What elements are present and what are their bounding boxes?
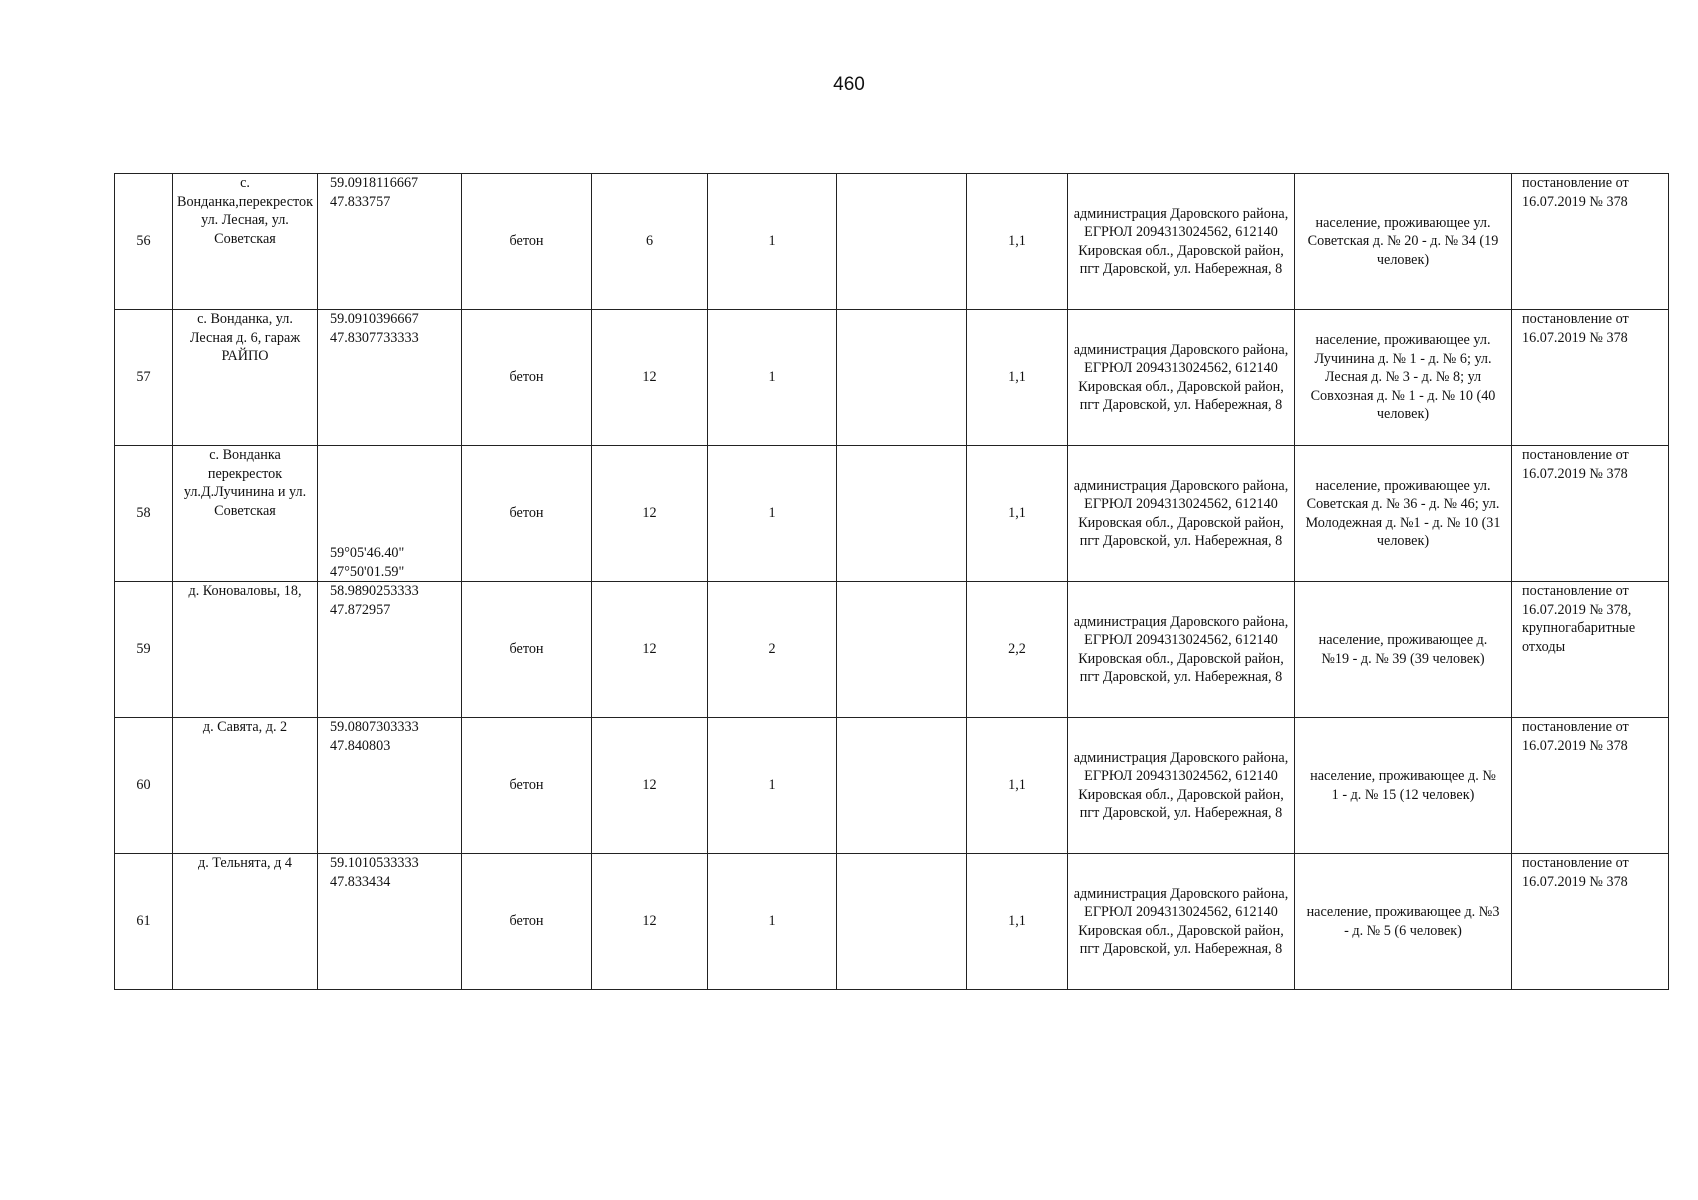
material-cell: бетон bbox=[462, 446, 592, 582]
population-cell bbox=[1295, 174, 1512, 310]
latitude-value: 59.0910396667 bbox=[330, 311, 419, 327]
population-cell bbox=[1295, 718, 1512, 854]
material-cell: бетон bbox=[462, 718, 592, 854]
note-cell bbox=[1512, 854, 1669, 990]
owner-cell: администрация Даровского района, ЕГРЮЛ 2094313024562, 612140 Кировская обл., Даровской район, пгт Даровской, ул. Набережная, 8 bbox=[1068, 582, 1295, 718]
address-cell: с. Вонданка, ул. Лесная д. 6, гараж РАЙПО bbox=[173, 310, 318, 446]
latitude-value: 59.0807303333 bbox=[330, 719, 419, 735]
note-cell bbox=[1512, 446, 1669, 582]
coordinates-cell bbox=[318, 446, 462, 582]
material-cell: бетон bbox=[462, 582, 592, 718]
latitude-value: 59.1010533333 bbox=[330, 855, 419, 871]
empty-cell bbox=[837, 310, 967, 446]
latitude-value: 59°05'46.40" bbox=[330, 545, 405, 561]
note-text: постановление от 16.07.2019 № 378 bbox=[1522, 447, 1629, 482]
longitude-value: 47.8307733333 bbox=[330, 329, 419, 346]
note-text: постановление от 16.07.2019 № 378 bbox=[1522, 855, 1629, 890]
note-cell bbox=[1512, 718, 1669, 854]
area-cell: 12 bbox=[592, 310, 708, 446]
population-text: население, проживающее ул. Лучинина д. № 1 - д. № 6; ул. Лесная д. № 3 - д. № 8; ул Совхозная д. № 1 - д. № 10 (40 человек) bbox=[1310, 332, 1496, 423]
container-count-cell: 1 bbox=[708, 718, 837, 854]
register-table bbox=[114, 173, 1669, 990]
table-row bbox=[115, 582, 1669, 718]
row-number-cell: 56 bbox=[115, 174, 173, 310]
note-text: постановление от 16.07.2019 № 378, крупногабаритные отходы bbox=[1522, 583, 1636, 655]
note-text: постановление от 16.07.2019 № 378 bbox=[1522, 311, 1629, 346]
coordinates-cell bbox=[318, 718, 462, 854]
volume-cell: 1,1 bbox=[967, 854, 1068, 990]
row-number-cell: 58 bbox=[115, 446, 173, 582]
coordinates-cell bbox=[318, 310, 462, 446]
material-cell: бетон bbox=[462, 854, 592, 990]
row-number-cell: 57 bbox=[115, 310, 173, 446]
area-cell: 12 bbox=[592, 718, 708, 854]
volume-cell: 1,1 bbox=[967, 174, 1068, 310]
table-row bbox=[115, 310, 1669, 446]
container-count-cell: 1 bbox=[708, 174, 837, 310]
page-number: 460 bbox=[833, 74, 865, 95]
population-cell bbox=[1295, 446, 1512, 582]
empty-cell bbox=[837, 582, 967, 718]
coordinates-cell bbox=[318, 854, 462, 990]
empty-cell bbox=[837, 718, 967, 854]
longitude-value: 47.840803 bbox=[330, 737, 391, 754]
empty-cell bbox=[837, 854, 967, 990]
row-number-cell: 61 bbox=[115, 854, 173, 990]
table-row bbox=[115, 446, 1669, 582]
population-text: население, проживающее д. №19 - д. № 39 (39 человек) bbox=[1318, 632, 1488, 667]
note-cell bbox=[1512, 310, 1669, 446]
note-cell bbox=[1512, 582, 1669, 718]
longitude-value: 47.833757 bbox=[330, 193, 391, 210]
population-text: население, проживающее ул. Советская д. № 36 - д. № 46; ул. Молодежная д. №1 - д. № 10 (31 человек) bbox=[1305, 477, 1501, 549]
table-row bbox=[115, 718, 1669, 854]
coordinates-cell bbox=[318, 174, 462, 310]
table-row bbox=[115, 174, 1669, 310]
longitude-value: 47°50'01.59" bbox=[330, 563, 405, 580]
address-cell: с. Вонданка перекресток ул.Д.Лучинина и ул. Советская bbox=[173, 446, 318, 582]
population-text: население, проживающее ул. Советская д. № 20 - д. № 34 (19 человек) bbox=[1307, 214, 1499, 268]
note-cell bbox=[1512, 174, 1669, 310]
material-cell: бетон bbox=[462, 310, 592, 446]
volume-cell: 2,2 bbox=[967, 582, 1068, 718]
address-cell: д. Коноваловы, 18, bbox=[173, 582, 318, 718]
population-text: население, проживающее д. №3 - д. № 5 (6 человек) bbox=[1306, 904, 1500, 939]
address-cell: д. Савята, д. 2 bbox=[173, 718, 318, 854]
owner-cell: администрация Даровского района, ЕГРЮЛ 2094313024562, 612140 Кировская обл., Даровской район, пгт Даровской, ул. Набережная, 8 bbox=[1068, 718, 1295, 854]
population-cell bbox=[1295, 310, 1512, 446]
container-count-cell: 1 bbox=[708, 446, 837, 582]
container-count-cell: 1 bbox=[708, 854, 837, 990]
latitude-value: 59.0918116667 bbox=[330, 175, 419, 191]
population-text: население, проживающее д. № 1 - д. № 15 (12 человек) bbox=[1310, 768, 1496, 803]
address-cell: с. Вонданка,перекресток ул. Лесная, ул. Советская bbox=[173, 174, 318, 310]
row-number-cell: 59 bbox=[115, 582, 173, 718]
area-cell: 12 bbox=[592, 582, 708, 718]
area-cell: 12 bbox=[592, 854, 708, 990]
area-cell: 6 bbox=[592, 174, 708, 310]
owner-cell: администрация Даровского района, ЕГРЮЛ 2094313024562, 612140 Кировская обл., Даровской район, пгт Даровской, ул. Набережная, 8 bbox=[1068, 854, 1295, 990]
longitude-value: 47.833434 bbox=[330, 873, 391, 890]
population-cell bbox=[1295, 854, 1512, 990]
longitude-value: 47.872957 bbox=[330, 601, 391, 618]
owner-cell: администрация Даровского района, ЕГРЮЛ 2094313024562, 612140 Кировская обл., Даровской район, пгт Даровской, ул. Набережная, 8 bbox=[1068, 446, 1295, 582]
volume-cell: 1,1 bbox=[967, 310, 1068, 446]
container-count-cell: 1 bbox=[708, 310, 837, 446]
note-text: постановление от 16.07.2019 № 378 bbox=[1522, 175, 1629, 210]
note-text: постановление от 16.07.2019 № 378 bbox=[1522, 719, 1629, 754]
owner-cell: администрация Даровского района, ЕГРЮЛ 2094313024562, 612140 Кировская обл., Даровской район, пгт Даровской, ул. Набережная, 8 bbox=[1068, 174, 1295, 310]
address-cell: д. Тельнята, д 4 bbox=[173, 854, 318, 990]
latitude-value: 58.9890253333 bbox=[330, 583, 419, 599]
population-cell bbox=[1295, 582, 1512, 718]
row-number-cell: 60 bbox=[115, 718, 173, 854]
table-row bbox=[115, 854, 1669, 990]
owner-cell: администрация Даровского района, ЕГРЮЛ 2094313024562, 612140 Кировская обл., Даровской район, пгт Даровской, ул. Набережная, 8 bbox=[1068, 310, 1295, 446]
material-cell: бетон bbox=[462, 174, 592, 310]
volume-cell: 1,1 bbox=[967, 718, 1068, 854]
empty-cell bbox=[837, 174, 967, 310]
container-count-cell: 2 bbox=[708, 582, 837, 718]
coordinates-cell bbox=[318, 582, 462, 718]
volume-cell: 1,1 bbox=[967, 446, 1068, 582]
empty-cell bbox=[837, 446, 967, 582]
area-cell: 12 bbox=[592, 446, 708, 582]
